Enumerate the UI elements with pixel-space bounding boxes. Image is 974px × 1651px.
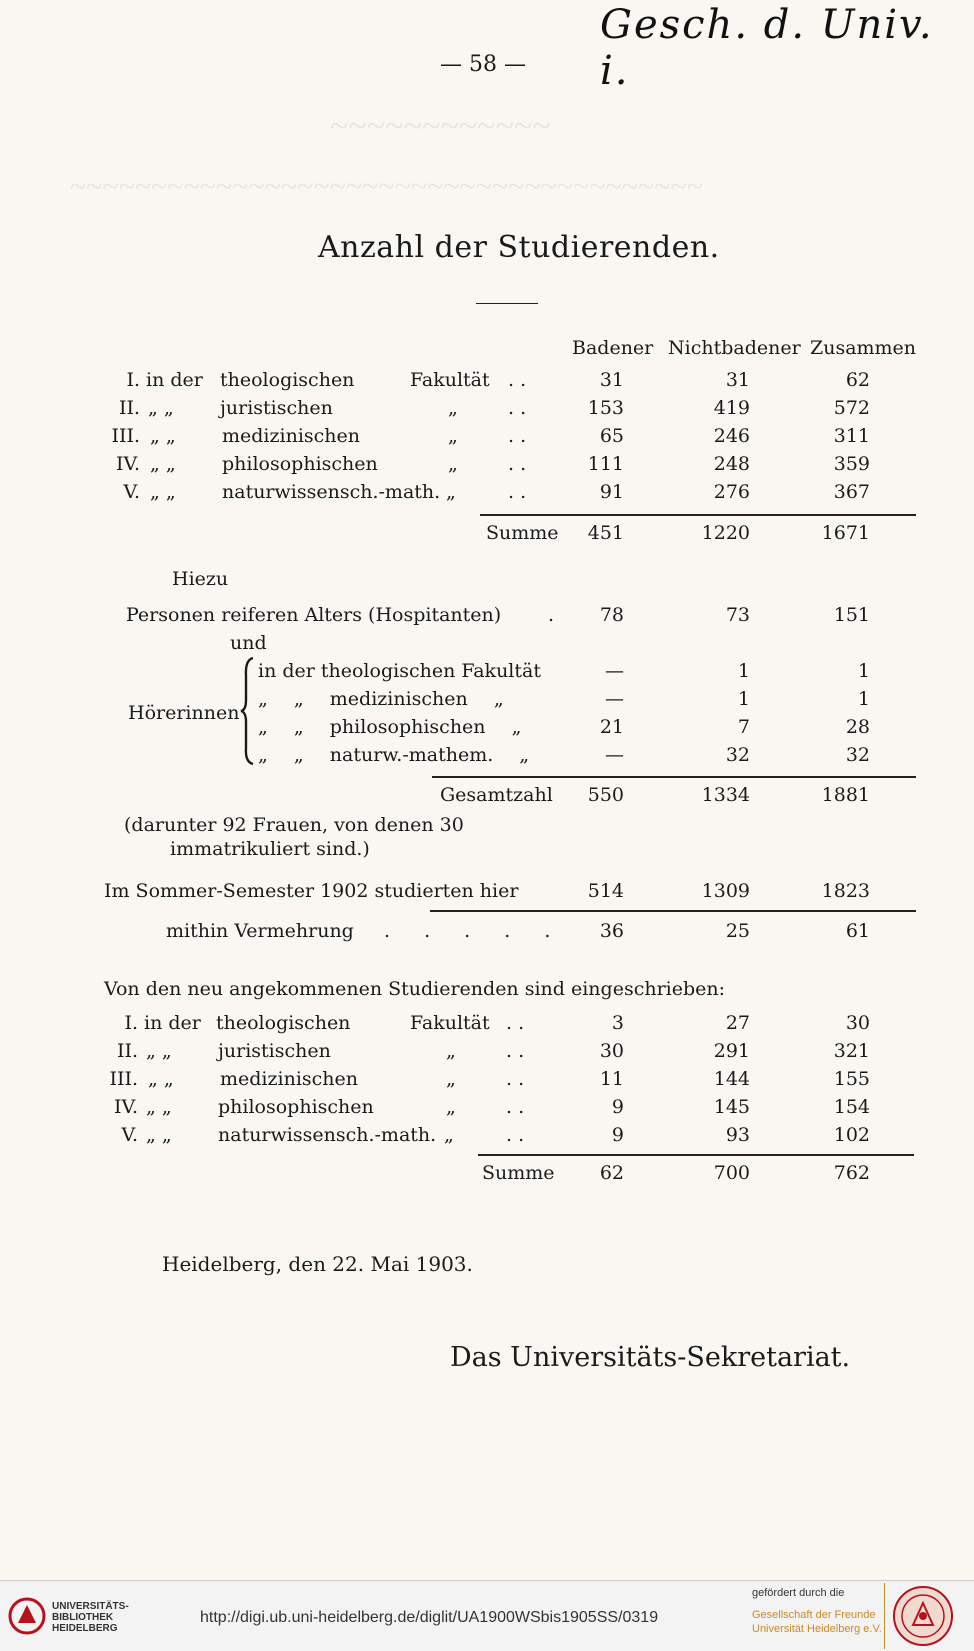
- badener-value: 514: [587, 880, 624, 902]
- total-rule: [432, 776, 916, 778]
- zusammen-value: 311: [833, 425, 870, 447]
- faculty-word: „: [446, 481, 456, 503]
- new-students-intro: Von den neu angekommenen Studierenden sind eingeschrieben:: [104, 978, 726, 1000]
- leader-dots: . .: [508, 369, 527, 391]
- faculty-word: „: [444, 1124, 454, 1146]
- nichtbadener-value: 291: [713, 1040, 750, 1062]
- badener-value: —: [605, 744, 624, 766]
- footer-bar: [0, 1580, 974, 1651]
- faculty-name: medizinischen: [220, 1068, 359, 1090]
- row-number: IV.: [114, 1096, 138, 1118]
- zusammen-value: 1671: [821, 522, 870, 544]
- faculty-name: theologischen: [220, 369, 355, 391]
- gesamtzahl-label: Gesamtzahl: [440, 784, 553, 806]
- faculty-name: juristischen: [220, 397, 333, 419]
- row-prefix: „ „: [146, 1040, 172, 1062]
- leader-dots: . .: [508, 425, 527, 447]
- nichtbadener-value: 1334: [701, 784, 750, 806]
- page-title: Anzahl der Studierenden.: [318, 230, 720, 265]
- badener-value: 153: [587, 397, 624, 419]
- row-prefix: „ „: [146, 1096, 172, 1118]
- zusammen-value: 367: [833, 481, 870, 503]
- badener-value: 9: [611, 1124, 624, 1146]
- badener-value: 9: [611, 1096, 624, 1118]
- library-name-line: HEIDELBERG: [52, 1623, 118, 1634]
- nichtbadener-value: 27: [725, 1012, 750, 1034]
- sommer-label: Im Sommer-Semester 1902 studierten hier: [104, 880, 519, 902]
- nichtbadener-value: 145: [713, 1096, 750, 1118]
- row-number: V.: [121, 1124, 138, 1146]
- row-prefix: „ „: [150, 481, 176, 503]
- row-number: I.: [126, 369, 140, 391]
- hiezu-label: Hiezu: [172, 568, 229, 590]
- row-number: I.: [124, 1012, 138, 1034]
- faculty-word: „: [448, 397, 458, 419]
- faculty-name: philosophischen: [218, 1096, 374, 1118]
- faculty-word: „: [446, 1068, 456, 1090]
- faculty-name: naturwissensch.-math.: [222, 481, 441, 503]
- row-prefix: „ „: [150, 425, 176, 447]
- zusammen-value: 762: [833, 1162, 870, 1184]
- faculty-word: „: [448, 453, 458, 475]
- note-line: immatrikuliert sind.): [170, 838, 370, 860]
- zusammen-value: 572: [833, 397, 870, 419]
- sum-rule: [478, 1154, 914, 1156]
- nichtbadener-value: 31: [725, 369, 750, 391]
- badener-value: 11: [599, 1068, 624, 1090]
- zusammen-value: 155: [833, 1068, 870, 1090]
- row-prefix: „ „: [148, 397, 174, 419]
- sponsor-name: Gesellschaft der Freunde: [752, 1609, 876, 1621]
- hoererinnen-row-label: „ „ philosophischen „: [258, 716, 522, 738]
- badener-value: 36: [599, 920, 624, 942]
- nichtbadener-value: 1309: [701, 880, 750, 902]
- bleed-through-text: ~~~~~~~~~~~~: [330, 108, 551, 145]
- row-number: III.: [109, 1068, 138, 1090]
- leader-dots: . .: [506, 1040, 525, 1062]
- faculty-name: medizinischen: [222, 425, 361, 447]
- library-logo-icon: [8, 1597, 46, 1635]
- faculty-word: Fakultät: [410, 1012, 490, 1034]
- leader-dots: . .: [508, 397, 527, 419]
- nichtbadener-value: 25: [725, 920, 750, 942]
- nichtbadener-value: 144: [713, 1068, 750, 1090]
- footer-divider: [884, 1583, 885, 1649]
- leader-dots: . .: [506, 1068, 525, 1090]
- nichtbadener-value: 1220: [701, 522, 750, 544]
- faculty-word: Fakultät: [410, 369, 490, 391]
- nichtbadener-value: 276: [713, 481, 750, 503]
- zusammen-value: 321: [833, 1040, 870, 1062]
- row-prefix: „ „: [148, 1068, 174, 1090]
- badener-value: 451: [587, 522, 624, 544]
- zusammen-value: 1: [857, 660, 870, 682]
- leader-dots: .: [548, 604, 555, 626]
- faculty-word: „: [448, 425, 458, 447]
- badener-value: 78: [599, 604, 624, 626]
- row-number: V.: [123, 481, 140, 503]
- badener-value: 550: [587, 784, 624, 806]
- zusammen-value: 28: [845, 716, 870, 738]
- row-number: II.: [116, 1040, 138, 1062]
- sponsor-intro: gefördert durch die: [752, 1587, 845, 1599]
- zusammen-value: 32: [845, 744, 870, 766]
- row-number: II.: [118, 397, 140, 419]
- row-number: IV.: [116, 453, 140, 475]
- place-date: Heidelberg, den 22. Mai 1903.: [162, 1252, 473, 1276]
- badener-value: 111: [587, 453, 624, 475]
- source-url-link[interactable]: http://digi.ub.uni-heidelberg.de/diglit/UA1900WSbis1905SS/0319: [200, 1609, 659, 1626]
- badener-value: 3: [611, 1012, 624, 1034]
- nichtbadener-value: 93: [725, 1124, 750, 1146]
- zusammen-value: 62: [845, 369, 870, 391]
- nichtbadener-value: 7: [737, 716, 750, 738]
- zusammen-value: 30: [845, 1012, 870, 1034]
- vermehrung-label: mithin Vermehrung: [166, 920, 354, 942]
- bleed-through-text: ~~~~~~~~~~~~~~~~~~~~~~~~~~~~~~~~~~~~~~~: [70, 170, 703, 203]
- note-line: (darunter 92 Frauen, von denen 30: [124, 814, 464, 836]
- faculty-name: theologischen: [216, 1012, 351, 1034]
- library-name-line: UNIVERSITÄTS-: [52, 1601, 129, 1612]
- hoererinnen-row-label: „ „ naturw.-mathem. „: [258, 744, 530, 766]
- faculty-name: naturwissensch.-math.: [218, 1124, 437, 1146]
- hospitanten-label: Personen reiferen Alters (Hospitanten): [126, 604, 502, 626]
- nichtbadener-value: 32: [725, 744, 750, 766]
- zusammen-value: 1823: [821, 880, 870, 902]
- nichtbadener-value: 1: [737, 688, 750, 710]
- difference-rule: [430, 910, 916, 912]
- nichtbadener-value: 73: [725, 604, 750, 626]
- zusammen-value: 359: [833, 453, 870, 475]
- signature: Das Universitäts-Sekretariat.: [450, 1342, 851, 1373]
- row-prefix: in der: [144, 1012, 201, 1034]
- nichtbadener-value: 248: [713, 453, 750, 475]
- sum-rule: [480, 514, 916, 516]
- badener-value: 31: [599, 369, 624, 391]
- leader-dots: . .: [508, 453, 527, 475]
- curly-brace: [240, 656, 256, 766]
- badener-value: 91: [599, 481, 624, 503]
- zusammen-value: 1881: [821, 784, 870, 806]
- row-prefix: in der: [146, 369, 203, 391]
- summe-label: Summe: [486, 522, 559, 544]
- leader-dots: . .: [508, 481, 527, 503]
- badener-value: 30: [599, 1040, 624, 1062]
- zusammen-value: 61: [845, 920, 870, 942]
- zusammen-value: 102: [833, 1124, 870, 1146]
- hoererinnen-row-label: in der theologischen Fakultät: [258, 660, 541, 682]
- faculty-name: philosophischen: [222, 453, 378, 475]
- hoererinnen-row-label: „ „ medizinischen „: [258, 688, 504, 710]
- nichtbadener-value: 1: [737, 660, 750, 682]
- zusammen-value: 154: [833, 1096, 870, 1118]
- faculty-word: „: [446, 1040, 456, 1062]
- university-seal-icon: [892, 1585, 954, 1647]
- handwritten-annotation: Gesch. d. Univ. i.: [600, 2, 934, 94]
- badener-value: 62: [599, 1162, 624, 1184]
- summe-label: Summe: [482, 1162, 555, 1184]
- und-label: und: [230, 632, 267, 654]
- badener-value: —: [605, 688, 624, 710]
- badener-value: 65: [599, 425, 624, 447]
- column-header-nichtbadener: Nichtbadener: [668, 337, 801, 359]
- badener-value: 21: [599, 716, 624, 738]
- nichtbadener-value: 246: [713, 425, 750, 447]
- hoererinnen-label: Hörerinnen: [128, 702, 240, 724]
- row-prefix: „ „: [150, 453, 176, 475]
- column-header-zusammen: Zusammen: [810, 337, 917, 359]
- row-prefix: „ „: [146, 1124, 172, 1146]
- faculty-name: juristischen: [218, 1040, 331, 1062]
- sponsor-name: Universität Heidelberg e.V.: [752, 1623, 882, 1635]
- leader-dots: . .: [506, 1096, 525, 1118]
- zusammen-value: 1: [857, 688, 870, 710]
- leader-dots: . .: [506, 1012, 525, 1034]
- zusammen-value: 151: [833, 604, 870, 626]
- nichtbadener-value: 419: [713, 397, 750, 419]
- library-name-line: BIBLIOTHEK: [52, 1612, 114, 1623]
- title-underline: [476, 303, 538, 304]
- leader-dots: . . . . .: [384, 920, 565, 942]
- row-number: III.: [111, 425, 140, 447]
- badener-value: —: [605, 660, 624, 682]
- page-number: — 58 —: [440, 52, 526, 77]
- column-header-badener: Badener: [572, 337, 654, 359]
- leader-dots: . .: [506, 1124, 525, 1146]
- library-name: [52, 1601, 129, 1634]
- faculty-word: „: [446, 1096, 456, 1118]
- nichtbadener-value: 700: [713, 1162, 750, 1184]
